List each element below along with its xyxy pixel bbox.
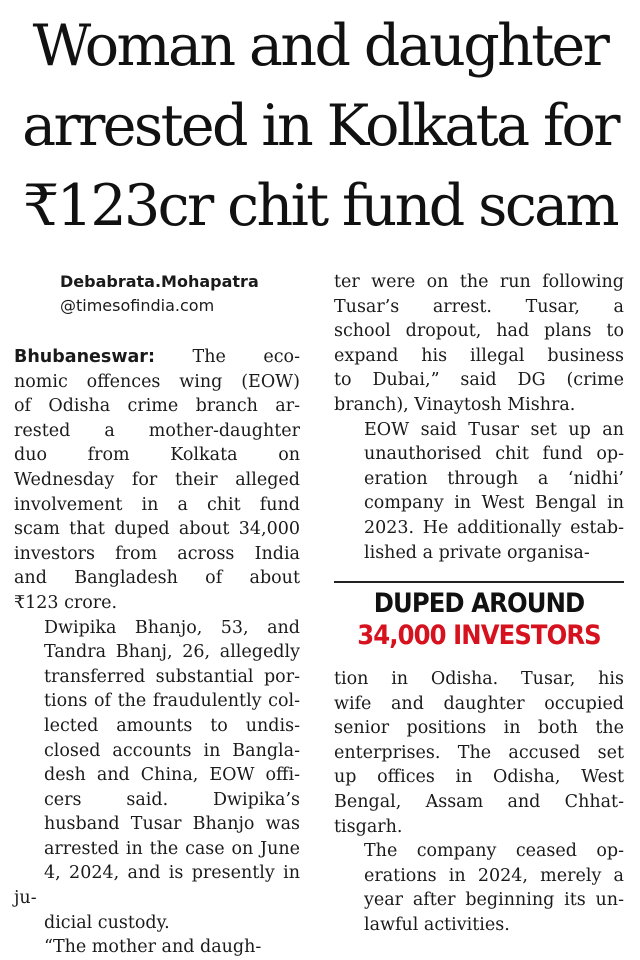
text-line: arrested in the case on June bbox=[44, 838, 300, 859]
text-line: Tusar’s arrest. Tusar, a bbox=[334, 296, 624, 317]
text-line: ter were on the run following bbox=[334, 272, 624, 292]
text-line: involvement in a chit fund bbox=[14, 494, 300, 515]
paragraph bbox=[14, 616, 300, 936]
paragraph bbox=[14, 935, 300, 960]
text-line: 2023. He additionally estab- bbox=[364, 517, 624, 538]
article-column-1 bbox=[14, 345, 300, 960]
text-line: 4, 2024, and is presently in ju- bbox=[14, 863, 300, 909]
callout-line-1: DUPED AROUND bbox=[373, 588, 585, 619]
dateline: Bhubaneswar: bbox=[14, 347, 155, 367]
text-line: year after beginning its un- bbox=[364, 890, 624, 911]
text-line: company in West Bengal in bbox=[364, 493, 624, 514]
paragraph bbox=[334, 418, 624, 566]
headline-line: Woman and daughter bbox=[32, 13, 608, 79]
headline bbox=[0, 6, 640, 246]
paragraph bbox=[334, 270, 624, 418]
text-line: scam that duped about 34,000 bbox=[14, 519, 300, 540]
text-line: Bhubaneswar: The eco- bbox=[14, 347, 300, 367]
text-line: expand his illegal business bbox=[334, 345, 624, 366]
text-line: Wednesday for their alleged bbox=[14, 469, 300, 490]
article-column-2-top bbox=[334, 270, 624, 565]
text-line: school dropout, had plans to bbox=[334, 321, 624, 342]
text-line: closed accounts in Bangla- bbox=[44, 740, 300, 761]
text-line: tisgarh. bbox=[334, 816, 403, 837]
text-line: transferred substantial por- bbox=[44, 666, 300, 687]
text-line: tion in Odisha. Tusar, his bbox=[334, 669, 624, 689]
byline-author: Debabrata.Mohapatra bbox=[60, 272, 259, 291]
article-column-2-bottom bbox=[334, 667, 624, 938]
paragraph bbox=[14, 345, 300, 616]
text-line: cers said. Dwipika’s bbox=[44, 789, 300, 810]
text-line: investors from across India bbox=[14, 543, 300, 564]
text-line: “The mother and daugh- bbox=[44, 937, 262, 958]
text-line: Bengal, Assam and Chhat- bbox=[334, 791, 624, 812]
text-line: unauthorised chit fund op- bbox=[364, 444, 624, 465]
byline bbox=[60, 270, 259, 318]
text-line: husband Tusar Bhanjo was bbox=[44, 814, 300, 835]
text-line: of Odisha crime branch ar- bbox=[14, 396, 300, 417]
text-line: The company ceased op- bbox=[364, 841, 624, 862]
callout-line-2: 34,000 INVESTORS bbox=[357, 620, 601, 651]
text-line: branch), Vinaytosh Mishra. bbox=[334, 394, 576, 415]
text-line: to Dubai,” said DG (crime bbox=[334, 370, 624, 391]
text-line: lawful activities. bbox=[364, 914, 510, 935]
text-line: lished a private organisa- bbox=[364, 542, 590, 563]
text-line: senior positions in both the bbox=[334, 718, 624, 739]
text-line: nomic offences wing (EOW) bbox=[14, 371, 300, 392]
text-line: and Bangladesh of about bbox=[14, 568, 300, 589]
text-line: rested a mother-daughter bbox=[14, 420, 300, 441]
text-line: enterprises. The accused set bbox=[334, 742, 624, 763]
text-line: Tandra Bhanj, 26, allegedly bbox=[44, 642, 300, 663]
text-line: dicial custody. bbox=[44, 912, 170, 933]
text-line: ₹123 crore. bbox=[14, 592, 118, 613]
text-line: wife and daughter occupied bbox=[334, 693, 624, 714]
text-line: up offices in Odisha, West bbox=[334, 767, 624, 788]
paragraph bbox=[334, 839, 624, 937]
text-line: eration through a ‘nidhi’ bbox=[364, 468, 624, 489]
text-line: lected amounts to undis- bbox=[44, 715, 300, 736]
text-line: tions of the fraudulently col- bbox=[44, 691, 300, 712]
paragraph bbox=[334, 667, 624, 839]
callout-rule bbox=[334, 581, 624, 583]
headline-line: arrested in Kolkata for bbox=[22, 93, 618, 159]
text-line: EOW said Tusar set up an bbox=[364, 419, 624, 440]
text-line: Dwipika Bhanjo, 53, and bbox=[44, 617, 300, 638]
headline-line: ₹123cr chit fund scam bbox=[23, 173, 617, 239]
text-line: desh and China, EOW offi- bbox=[44, 765, 300, 786]
byline-handle: @timesofindia.com bbox=[60, 296, 215, 315]
text-line: erations in 2024, merely a bbox=[364, 865, 624, 886]
text-line: duo from Kolkata on bbox=[14, 445, 300, 466]
